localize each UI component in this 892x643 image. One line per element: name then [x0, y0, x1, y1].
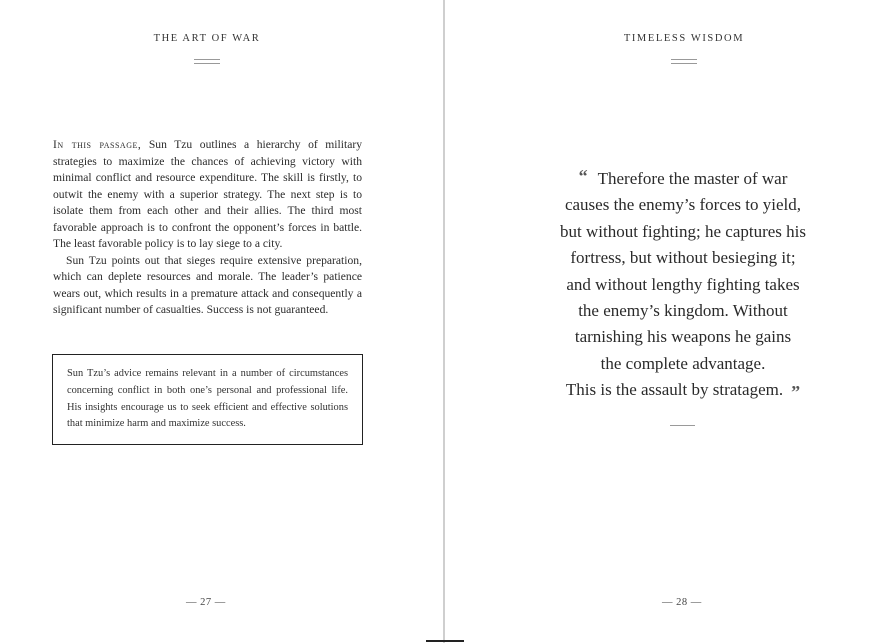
- page-number-right: — 28 —: [662, 597, 702, 608]
- running-head-right: TIMELESS WISDOM: [623, 33, 745, 44]
- quote-line: but without fighting; he captures his: [560, 221, 806, 241]
- open-quote-icon: “: [578, 166, 588, 186]
- sidebar-box: Sun Tzu’s advice remains relevant in a number of circumstances concerning conflict in both one’s personal and professional life. His insights encourage us to seek efficient and effective solutions that minimize harm and maximize success.: [52, 354, 363, 445]
- left-page: [0, 0, 443, 643]
- paragraph-1-text: Sun Tzu outlines a hierarchy of military strategies to maximize the chances of achieving victory with minimal conflict and resource expenditure. The skill is firstly, to outwit the enemy with a superior strategy. The next step is to isolate them from each other and their allies. The third most favorable approach is to confront the opponent’s forces in battle. The least favorable policy is to lay siege to a city.: [53, 138, 362, 250]
- quote-divider: [670, 425, 695, 426]
- close-quote-icon: ”: [791, 382, 801, 403]
- quote-line: tarnishing his weapons he gains: [574, 327, 792, 347]
- quote-line: the enemy’s kingdom. Without: [578, 301, 788, 321]
- paragraph-2: Sun Tzu points out that sieges require extensive preparation, which can deplete resources and morale. The leader’s patience wears out, which results in a premature attack and consequently a significant number of casualties. Success is not guaranteed.: [53, 253, 362, 316]
- quote-line: the complete advantage.: [600, 353, 766, 373]
- pull-quote: [547, 163, 819, 406]
- quote-line: and without lengthy fighting takes: [566, 274, 800, 294]
- quote-line: fortress, but without besieging it;: [570, 248, 796, 268]
- quote-line: “ Therefore the master of war: [578, 166, 788, 188]
- quote-line: causes the enemy’s forces to yield,: [564, 195, 802, 215]
- head-rule-right: [671, 59, 697, 64]
- head-rule-left: [194, 59, 220, 64]
- running-head-left: THE ART OF WAR: [153, 33, 261, 44]
- page-number-left: — 27 —: [186, 597, 226, 608]
- body-text: [53, 137, 362, 319]
- gutter: [443, 0, 445, 643]
- quote-line: This is the assault by stratagem. ”: [565, 380, 801, 403]
- paragraph-1: [53, 137, 362, 253]
- right-page: [447, 0, 892, 643]
- lead-in: In this passage,: [53, 138, 142, 151]
